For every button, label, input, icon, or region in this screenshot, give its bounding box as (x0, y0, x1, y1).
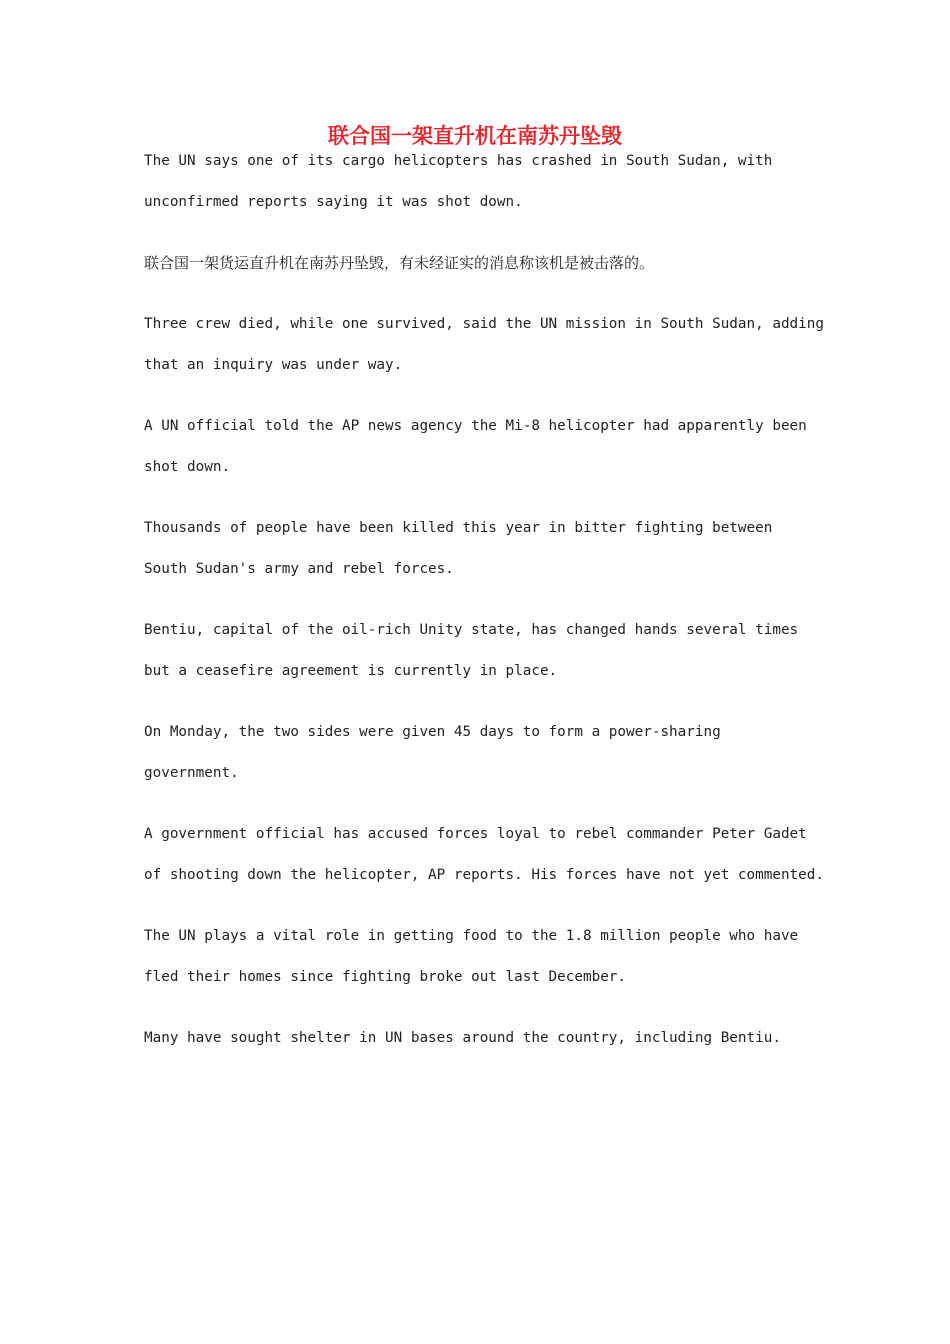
paragraph-line: A UN official told the AP news agency the Mi-8 helicopter had apparently been (144, 418, 807, 434)
paragraph-line: Three crew died, while one survived, said the UN mission in South Sudan, adding (144, 316, 824, 332)
paragraph-9 (144, 916, 824, 998)
paragraph-line: Bentiu, capital of the oil-rich Unity state, has changed hands several times (144, 622, 799, 638)
paragraph-line: Thousands of people have been killed this year in bitter fighting between (144, 520, 773, 536)
paragraph-line: Many have sought shelter in UN bases around the country, including Bentiu. (144, 1030, 781, 1046)
paragraph-line: 联合国一架货运直升机在南苏丹坠毁，有未经证实的消息称该机是被击落的。 (144, 254, 655, 272)
paragraph-1 (144, 141, 824, 223)
paragraph-line: unconfirmed reports saying it was shot down. (144, 194, 523, 210)
paragraph-line: The UN plays a vital role in getting food to the 1.8 million people who have (144, 928, 799, 944)
paragraph-6 (144, 610, 824, 692)
paragraph-line: shot down. (144, 459, 231, 475)
paragraph-8 (144, 814, 824, 896)
paragraph-line: that an inquiry was under way. (144, 357, 403, 373)
paragraph-line: A government official has accused forces loyal to rebel commander Peter Gadet (144, 826, 807, 842)
paragraph-10 (144, 1018, 824, 1059)
paragraph-line: of shooting down the helicopter, AP reports. His forces have not yet commented. (144, 867, 824, 883)
paragraph-line: South Sudan's army and rebel forces. (144, 561, 454, 577)
paragraph-3 (144, 304, 824, 386)
paragraph-line: On Monday, the two sides were given 45 days to form a power-sharing (144, 724, 721, 740)
paragraph-line: fled their homes since fighting broke out last December. (144, 969, 627, 985)
paragraph-7 (144, 712, 824, 794)
paragraph-4 (144, 406, 824, 488)
paragraph-line: The UN says one of its cargo helicopters has crashed in South Sudan, with (144, 153, 773, 169)
paragraph-2-chinese (144, 243, 824, 284)
paragraph-5 (144, 508, 824, 590)
paragraph-line: government. (144, 765, 239, 781)
page-title: 联合国一架直升机在南苏丹坠毁 (328, 124, 622, 148)
paragraph-line: but a ceasefire agreement is currently in place. (144, 663, 558, 679)
